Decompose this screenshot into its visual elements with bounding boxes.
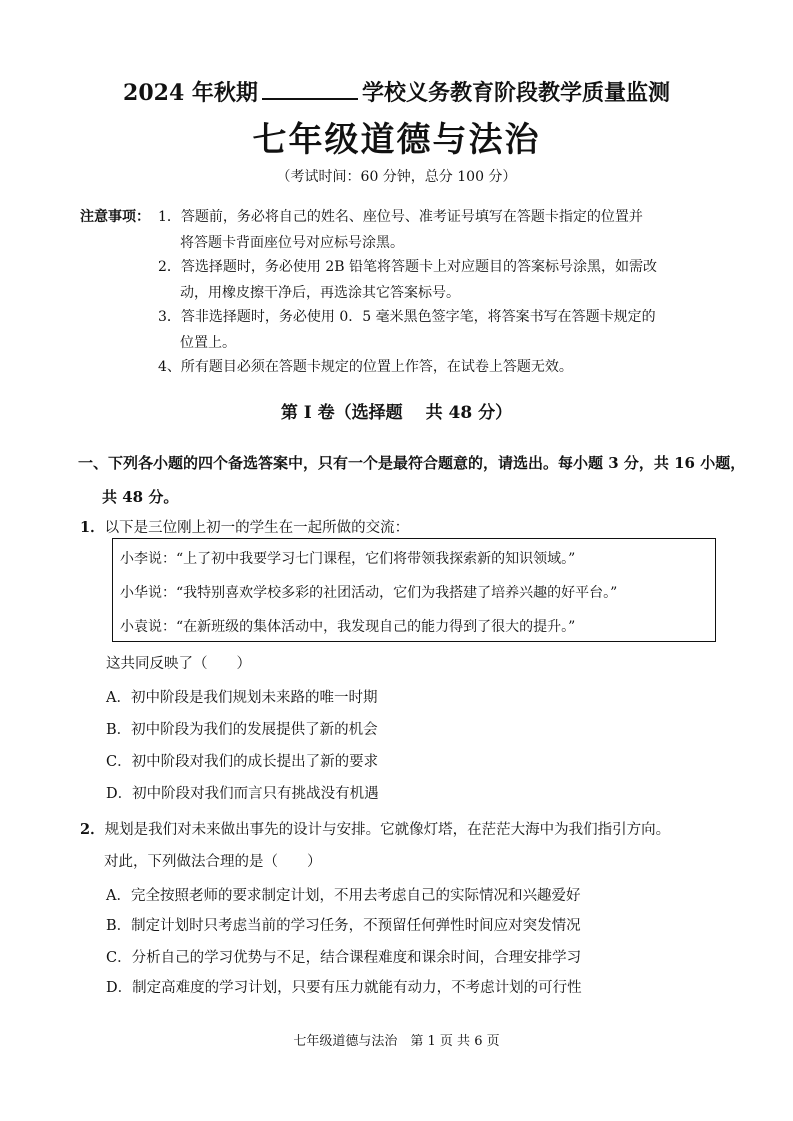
- school-name-blank: [262, 80, 358, 100]
- notice-item: 将答题卡背面座位号对应标号涂黑。: [180, 235, 404, 251]
- question-number: 2．: [80, 821, 105, 838]
- option-d: D．制定高难度的学习计划，只要有压力就能有动力，不考虑计划的可行性: [106, 980, 582, 996]
- quote-line: 小袁说：“在新班级的集体活动中，我发现自己的能力得到了很大的提升。”: [120, 619, 576, 635]
- question-number: 1．: [80, 519, 105, 536]
- notice-item: 位置上。: [180, 335, 236, 351]
- exam-info: （考试时间：60 分钟，总分 100 分）: [276, 169, 517, 185]
- option-b: B．制定计划时只考虑当前的学习任务，不预留任何弹性时间应对突发情况: [106, 918, 581, 934]
- option-d: D．初中阶段对我们而言只有挑战没有机遇: [106, 786, 379, 802]
- notice-label: 注意事项：: [80, 209, 150, 225]
- question-text: 规划是我们对未来做出事先的设计与安排。它就像灯塔，在茫茫大海中为我们指引方向。: [104, 822, 671, 838]
- quote-line: 小李说：“上了初中我要学习七门课程，它们将带领我探索新的知识领域。”: [120, 551, 576, 567]
- question-text: 以下是三位刚上初一的学生在一起所做的交流：: [104, 520, 410, 536]
- page-footer: 七年级道德与法治 第 1 页 共 6 页: [293, 1034, 500, 1049]
- page-title: 七年级道德与法治: [252, 120, 541, 160]
- question-1-stem: [80, 516, 409, 537]
- notice-item: 3．答非选择题时，务必使用 0．5 毫米黑色签字笔，将答案书写在答题卡规定的: [158, 309, 656, 325]
- option-c: C．分析自己的学习优势与不足，结合课程难度和课余时间，合理安排学习: [106, 950, 582, 966]
- option-a: A．完全按照老师的要求制定计划，不用去考虑自己的实际情况和兴趣爱好: [106, 888, 581, 904]
- header-suffix: 学校义务教育阶段教学质量监测: [361, 80, 670, 106]
- part-heading: 一、下列各小题的四个备选答案中，只有一个是最符合题意的，请选出。每小题 3 分，共 16 小题，: [78, 454, 746, 472]
- option-a: A．初中阶段是我们规划未来路的唯一时期: [106, 690, 378, 706]
- part-heading-cont: 共 48 分。: [102, 488, 179, 506]
- section-title: 第 Ⅰ 卷（选择题 共 48 分）: [280, 403, 513, 423]
- question-prompt: 这共同反映了（ ）: [106, 656, 251, 672]
- quote-line: 小华说：“我特别喜欢学校多彩的社团活动，它们为我搭建了培养兴趣的好平台。”: [120, 585, 618, 601]
- notice-item: 2．答选择题时，务必使用 2B 铅笔将答题卡上对应题目的答案标号涂黑，如需改: [158, 259, 658, 275]
- notice-item: 1．答题前，务必将自己的姓名、座位号、准考证号填写在答题卡指定的位置并: [158, 209, 643, 225]
- exam-header: [0, 76, 793, 107]
- option-c: C．初中阶段对我们的成长提出了新的要求: [106, 754, 379, 770]
- question-prompt: 对此，下列做法合理的是（ ）: [104, 854, 322, 870]
- notice-item: 动，用橡皮擦干净后，再选涂其它答案标号。: [180, 285, 460, 301]
- notice-item: 4、所有题目必须在答题卡规定的位置上作答，在试卷上答题无效。: [158, 359, 573, 375]
- header-prefix: 2024 年秋期: [123, 80, 258, 106]
- question-2-stem: [80, 818, 670, 839]
- option-b: B．初中阶段为我们的发展提供了新的机会: [106, 722, 378, 738]
